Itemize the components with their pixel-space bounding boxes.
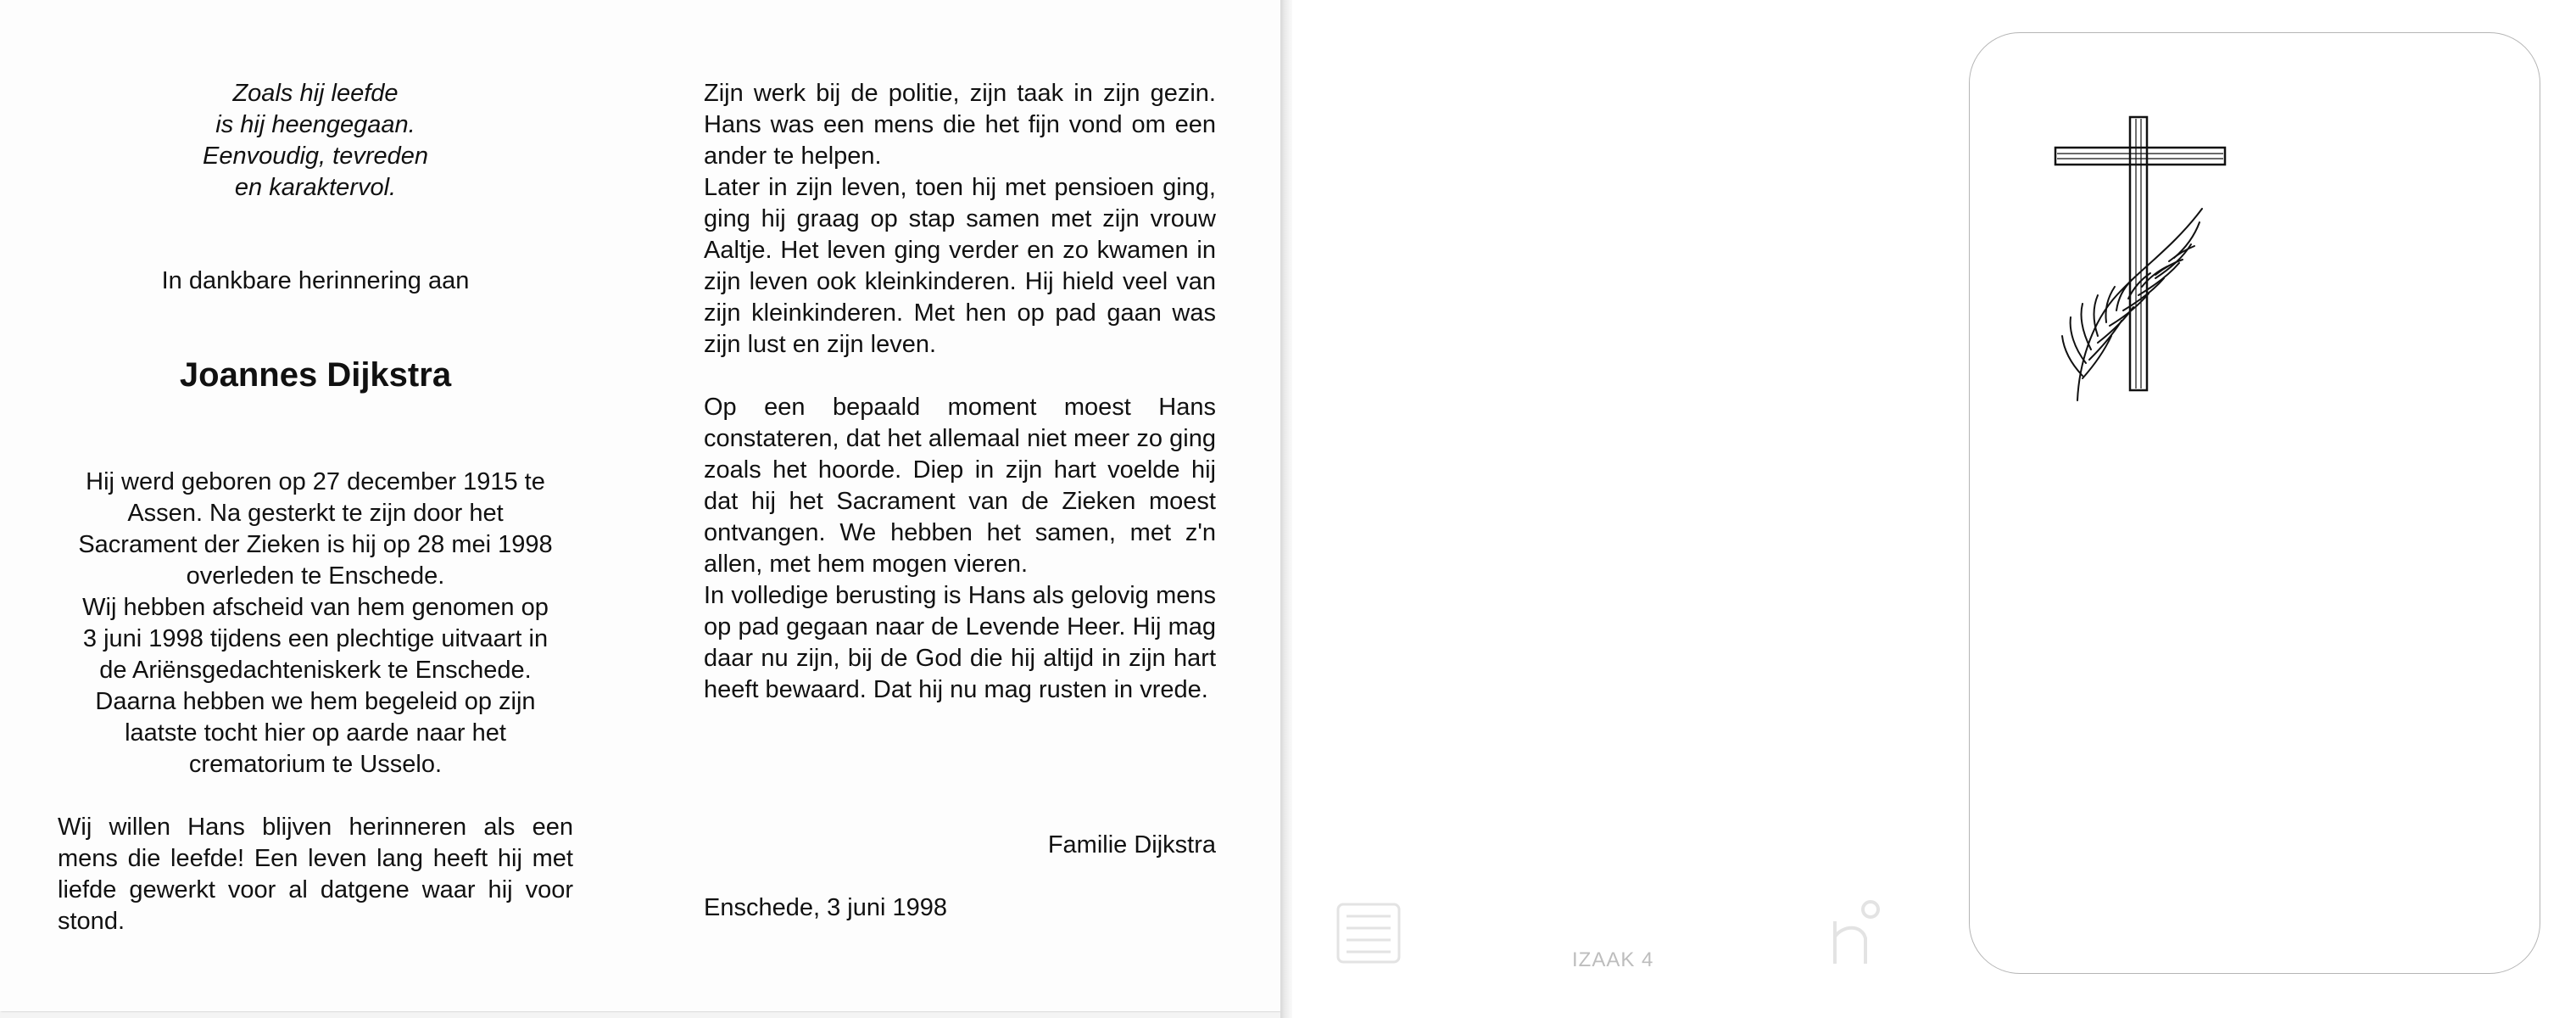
- cross-with-palm-branch-icon: [2045, 109, 2232, 406]
- left-column: [58, 78, 573, 937]
- biography-line: overleden te Enschede.: [186, 562, 445, 590]
- right-column: [704, 78, 1216, 706]
- poem-line: en karaktervol.: [234, 174, 397, 201]
- biography-line: Sacrament der Zieken is hij op 28 mei 1998: [78, 531, 553, 558]
- poem-line: Zoals hij leefde: [232, 80, 399, 107]
- biography-line: Wij hebben afscheid van hem genomen op: [82, 594, 549, 621]
- place-and-date: Enschede, 3 juni 1998: [704, 894, 947, 921]
- biography: [58, 467, 573, 780]
- biography-line: Hij werd geboren op 27 december 1915 te: [86, 468, 545, 495]
- card-inside-spread: [0, 0, 1280, 1011]
- work-paragraph: Zijn werk bij de politie, zijn taak in zijn gezin. Hans was een mens die het fijn vond om een ander te helpen.: [704, 80, 1216, 170]
- poem-line: Eenvoudig, tevreden: [202, 143, 429, 170]
- remembrance-paragraph: Wij willen Hans blijven herinneren als een mens die leefde! Een leven lang heeft hij met liefde gewerkt voor al datgene waar hij voor stond.: [58, 814, 573, 935]
- biography-line: 3 juni 1998 tijdens een plechtige uitvaart in: [82, 625, 549, 652]
- sacrament-paragraph: Op een bepaald moment moest Hans constateren, dat het allemaal niet meer zo ging zoals het hoorde. Diep in zijn hart voelde hij dat hij het Sacrament van de Zieken moest ontvangen. We hebben het samen, met z'n allen, met hem mogen vieren.: [704, 394, 1216, 578]
- family-signature: Familie Dijkstra: [1047, 831, 1216, 859]
- biography-line: de Ariënsgedachteniskerk te Enschede.: [99, 657, 532, 684]
- print-code: IZAAK 4: [1572, 948, 1654, 971]
- later-life-paragraph: Later in zijn leven, toen hij met pensioen ging, ging hij graag op stap samen met zijn vrouw Aaltje. Het leven ging verder en zo kwamen in zijn leven ook kleinkinderen. Hij hield veel van zijn kleinkinderen. Met hen op pad gaan was zijn lust en zijn leven.: [704, 174, 1216, 358]
- card-fold: [1280, 0, 1292, 1018]
- biography-line: Assen. Na gesterkt te zijn door het: [127, 500, 504, 527]
- memorial-intro: In dankbare herinnering aan: [161, 267, 470, 294]
- poem: [58, 78, 573, 204]
- poem-line: is hij heengegaan.: [215, 111, 415, 138]
- deceased-name: Joannes Dijkstra: [179, 356, 452, 394]
- biography-line: crematorium te Usselo.: [188, 751, 443, 778]
- publisher-logo-icon: [1823, 896, 1887, 972]
- faith-paragraph: In volledige berusting is Hans als gelovig mens op pad gegaan naar de Levende Heer. Hij mag daar nu zijn, bij de God die hij altijd in zijn hart heeft bewaard. Dat hij nu mag rusten in vrede.: [704, 582, 1216, 703]
- biography-line: laatste tocht hier op aarde naar het: [125, 719, 506, 747]
- printer-logo-icon: [1333, 899, 1404, 967]
- biography-line: Daarna hebben we hem begeleid op zijn: [95, 688, 536, 715]
